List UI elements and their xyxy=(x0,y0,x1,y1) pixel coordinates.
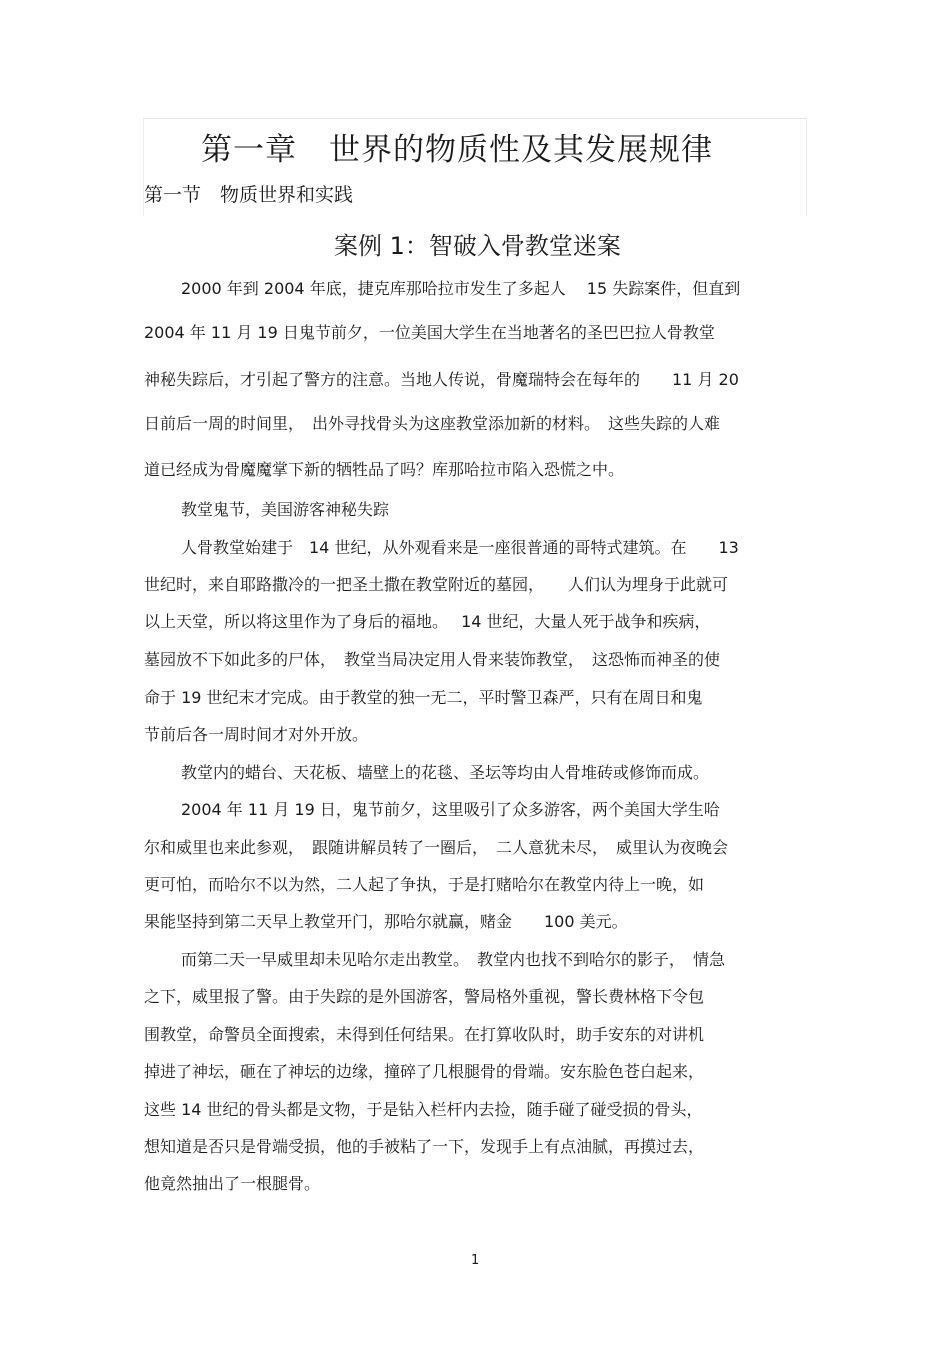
text-line: 2000 年到 2004 年底，捷克库那哈拉市发生了多起人 15 失踪案件，但直到 xyxy=(181,279,741,298)
text-line: 2004 年 11 月 19 日鬼节前夕，一位美国大学生在当地著名的圣巴巴拉人骨教堂 xyxy=(144,323,715,342)
text-line: 更可怕，而哈尔不以为然，二人起了争执，于是打赌哈尔在教堂内待上一晚，如 xyxy=(144,875,705,894)
page-number: 1 xyxy=(471,1253,480,1268)
text-line: 想知道是否只是骨端受损，他的手被粘了一下，发现手上有点油腻，再摸过去， xyxy=(144,1137,705,1156)
chapter-title: 第一章 世界的物质性及其发展规律 xyxy=(201,132,713,168)
text-line: 教堂鬼节，美国游客神秘失踪 xyxy=(181,500,390,519)
text-line: 他竟然抽出了一根腿骨。 xyxy=(144,1174,321,1193)
case-title: 案例 1：智破入骨教堂迷案 xyxy=(334,232,621,260)
text-line: 命于 19 世纪末才完成。由于教堂的独一无二，平时警卫森严，只有在周日和鬼 xyxy=(144,688,703,707)
text-line: 掉进了神坛，砸在了神坛的边缘，撞碎了几根腿骨的骨端。安东脸色苍白起来， xyxy=(144,1062,705,1081)
text-line: 道已经成为骨魔魔掌下新的牺牲品了吗？库那哈拉市陷入恐慌之中。 xyxy=(144,460,625,479)
text-line: 尔和威里也来此参观， 跟随讲解员转了一圈后， 二人意犹未尽， 威里认为夜晚会 xyxy=(144,838,729,857)
text-line: 神秘失踪后，才引起了警方的注意。当地人传说，骨魔瑞特会在每年的 11 月 20 xyxy=(144,370,739,389)
text-line: 而第二天一早威里却未见哈尔走出教堂。 教堂内也找不到哈尔的影子， 情急 xyxy=(181,950,726,969)
text-line: 人骨教堂始建于 14 世纪，从外观看来是一座很普通的哥特式建筑。在 13 xyxy=(181,538,739,557)
text-line: 围教堂，命警员全面搜索，未得到任何结果。在打算收队时，助手安东的对讲机 xyxy=(144,1025,705,1044)
text-line: 教堂内的蜡台、天花板、墙壁上的花毯、圣坛等均由人骨堆砖或修饰而成。 xyxy=(181,763,710,782)
section-title: 第一节 物质世界和实践 xyxy=(144,184,354,206)
text-line: 日前后一周的时间里， 出外寻找骨头为这座教堂添加新的材料。 这些失踪的人难 xyxy=(144,414,721,433)
text-line: 2004 年 11 月 19 日，鬼节前夕，这里吸引了众多游客，两个美国大学生哈 xyxy=(181,800,720,819)
text-line: 以上天堂，所以将这里作为了身后的福地。 14 世纪，大量人死于战争和疾病， xyxy=(144,612,711,631)
text-line: 果能坚持到第二天早上教堂开门，那哈尔就赢，赌金 100 美元。 xyxy=(144,912,628,931)
text-line: 节前后各一周时间才对外开放。 xyxy=(144,725,369,744)
text-line: 墓园放不下如此多的尸体， 教堂当局决定用人骨来装饰教堂， 这恐怖而神圣的使 xyxy=(144,650,721,669)
text-line: 之下，威里报了警。由于失踪的是外国游客，警局格外重视，警长费林格下令包 xyxy=(144,987,705,1006)
text-line: 世纪时，来自耶路撒冷的一把圣土撒在教堂附近的墓园， 人们认为埋身于此就可 xyxy=(144,575,729,594)
text-line: 这些 14 世纪的骨头都是文物，于是钻入栏杆内去捡，随手碰了碰受损的骨头， xyxy=(144,1100,703,1119)
